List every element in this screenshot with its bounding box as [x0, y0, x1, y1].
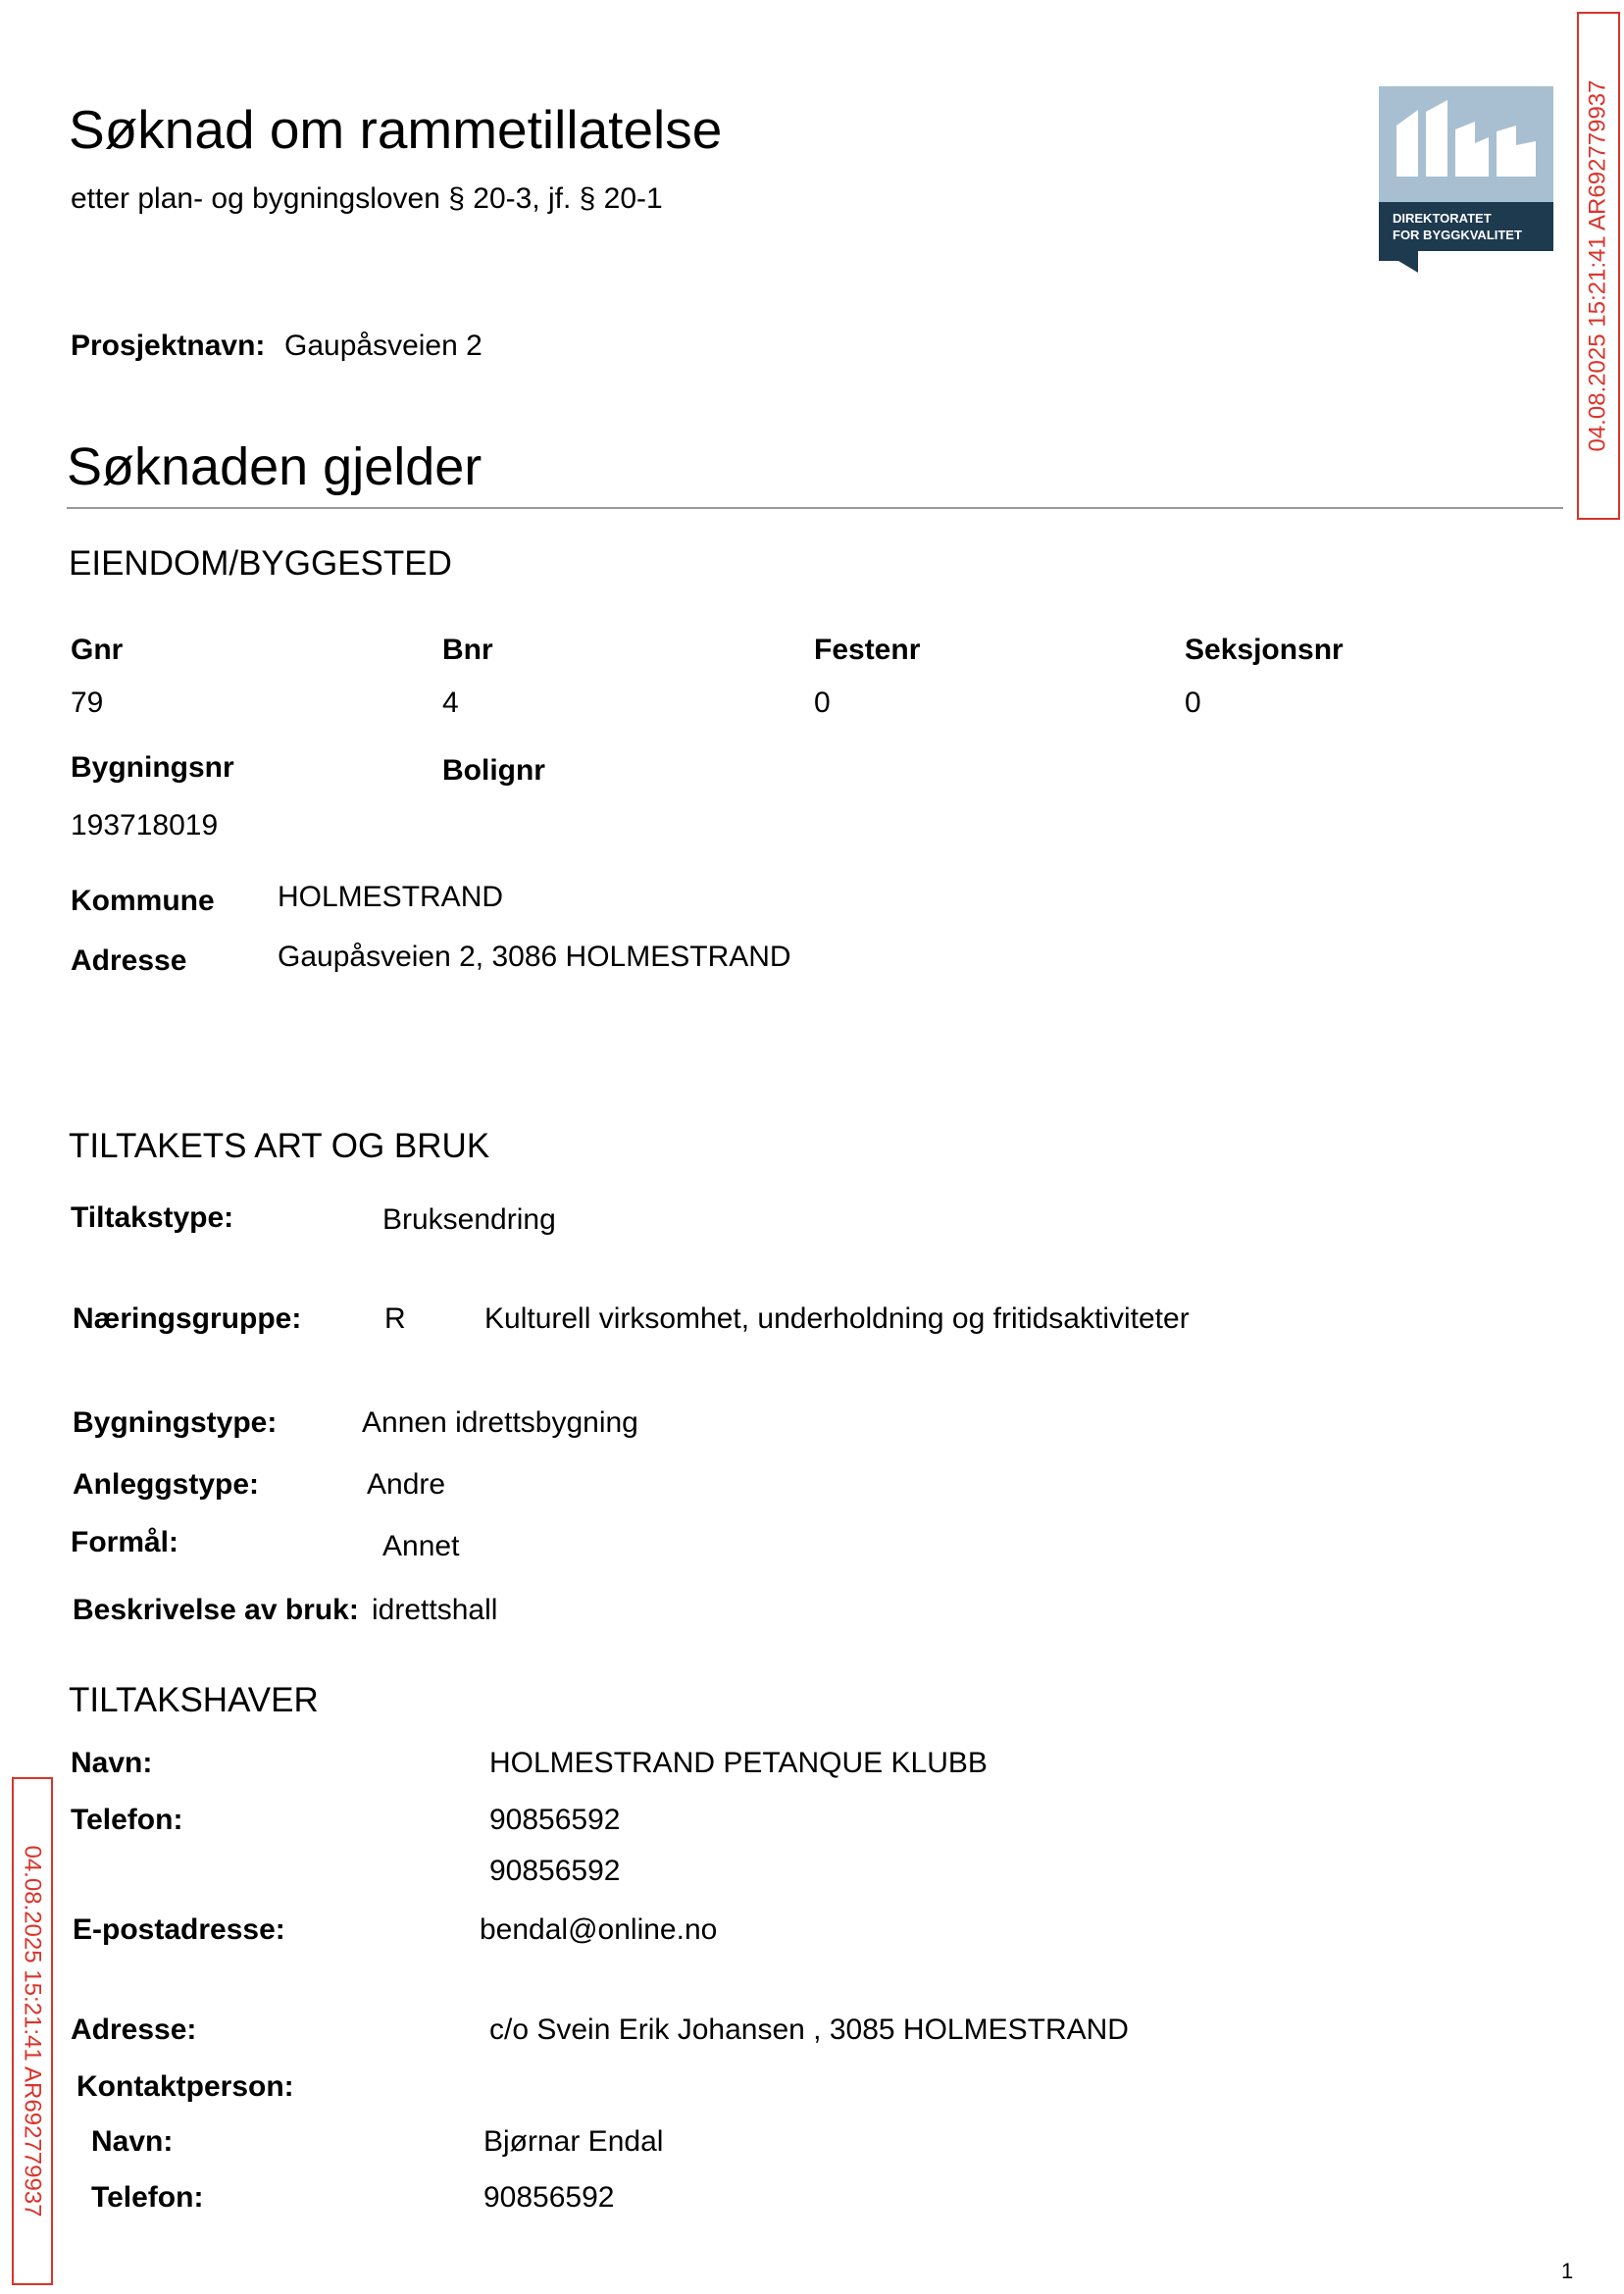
naeringsgruppe-code: R	[384, 1302, 406, 1335]
tiltak-heading: TILTAKETS ART OG BRUK	[69, 1127, 490, 1165]
beskrivelse-value: idrettshall	[372, 1594, 498, 1626]
epost-value: bendal@online.no	[480, 1913, 718, 1946]
tiltakshaver-adresse-label: Adresse:	[71, 2014, 197, 2046]
bygningsnr-label: Bygningsnr	[71, 751, 234, 784]
naeringsgruppe-label: Næringsgruppe:	[73, 1302, 302, 1335]
project-label: Prosjektnavn:	[71, 330, 266, 362]
document-subtitle: etter plan- og bygningsloven § 20-3, jf. § 20-1	[71, 182, 663, 215]
telefon-value-2: 90856592	[489, 1855, 621, 1887]
formal-value: Annet	[382, 1530, 460, 1562]
page-number: 1	[1561, 2259, 1574, 2283]
beskrivelse-label: Beskrivelse av bruk:	[73, 1594, 359, 1626]
bygningsnr-value: 193718019	[71, 809, 219, 841]
anleggstype-label: Anleggstype:	[73, 1468, 260, 1501]
navn-value: HOLMESTRAND PETANQUE KLUBB	[489, 1747, 988, 1779]
adresse-label: Adresse	[71, 944, 187, 977]
logo-text-line2: FOR BYGGKVALITET	[1393, 228, 1522, 242]
project-value: Gaupåsveien 2	[284, 330, 482, 362]
kontakt-navn-label: Navn:	[91, 2125, 174, 2158]
document-title: Søknad om rammetillatelse	[69, 99, 723, 160]
formal-label: Formål:	[71, 1526, 179, 1558]
gnr-value: 79	[71, 687, 104, 719]
stamp-text: 04.08.2025 15:21:41 AR692779937	[1585, 79, 1611, 452]
kommune-value: HOLMESTRAND	[278, 881, 504, 913]
tiltakstype-label: Tiltakstype:	[71, 1201, 234, 1234]
eiendom-heading: EIENDOM/BYGGESTED	[69, 544, 452, 583]
tiltakshaver-adresse-value: c/o Svein Erik Johansen , 3085 HOLMESTRAND	[489, 2014, 1129, 2046]
kontakt-navn-value: Bjørnar Endal	[483, 2125, 664, 2158]
bnr-label: Bnr	[442, 634, 493, 666]
bygningstype-value: Annen idrettsbygning	[362, 1406, 638, 1439]
seksjonsnr-value: 0	[1185, 687, 1201, 719]
epost-label: E-postadresse:	[73, 1913, 285, 1946]
stamp-text: 04.08.2025 15:21:41 AR692779937	[20, 1845, 46, 2218]
telefon-label: Telefon:	[71, 1804, 183, 1836]
tiltakshaver-heading: TILTAKSHAVER	[69, 1681, 319, 1719]
timestamp-stamp-left	[12, 1777, 53, 2285]
adresse-value: Gaupåsveien 2, 3086 HOLMESTRAND	[278, 941, 791, 973]
bolignr-label: Bolignr	[442, 754, 545, 787]
section-divider	[67, 507, 1563, 509]
timestamp-stamp-right	[1577, 12, 1620, 520]
festenr-value: 0	[814, 687, 831, 719]
dibk-logo	[1379, 86, 1553, 275]
kontakt-telefon-label: Telefon:	[91, 2181, 204, 2214]
kontaktperson-label: Kontaktperson:	[76, 2070, 294, 2103]
logo-text-line1: DIREKTORATET	[1393, 211, 1492, 226]
tiltakstype-value: Bruksendring	[382, 1203, 556, 1236]
bnr-value: 4	[442, 687, 459, 719]
festenr-label: Festenr	[814, 634, 921, 666]
kontakt-telefon-value: 90856592	[483, 2181, 615, 2214]
anleggstype-value: Andre	[367, 1468, 446, 1501]
gnr-label: Gnr	[71, 634, 124, 666]
naeringsgruppe-value: Kulturell virksomhet, underholdning og fritidsaktiviteter	[484, 1302, 1190, 1335]
seksjonsnr-label: Seksjonsnr	[1185, 634, 1344, 666]
bygningstype-label: Bygningstype:	[73, 1406, 278, 1439]
dibk-logo-graphic	[1379, 86, 1553, 275]
telefon-value-1: 90856592	[489, 1804, 621, 1836]
navn-label: Navn:	[71, 1747, 153, 1779]
section-heading: Søknaden gjelder	[67, 437, 482, 496]
kommune-label: Kommune	[71, 885, 215, 917]
